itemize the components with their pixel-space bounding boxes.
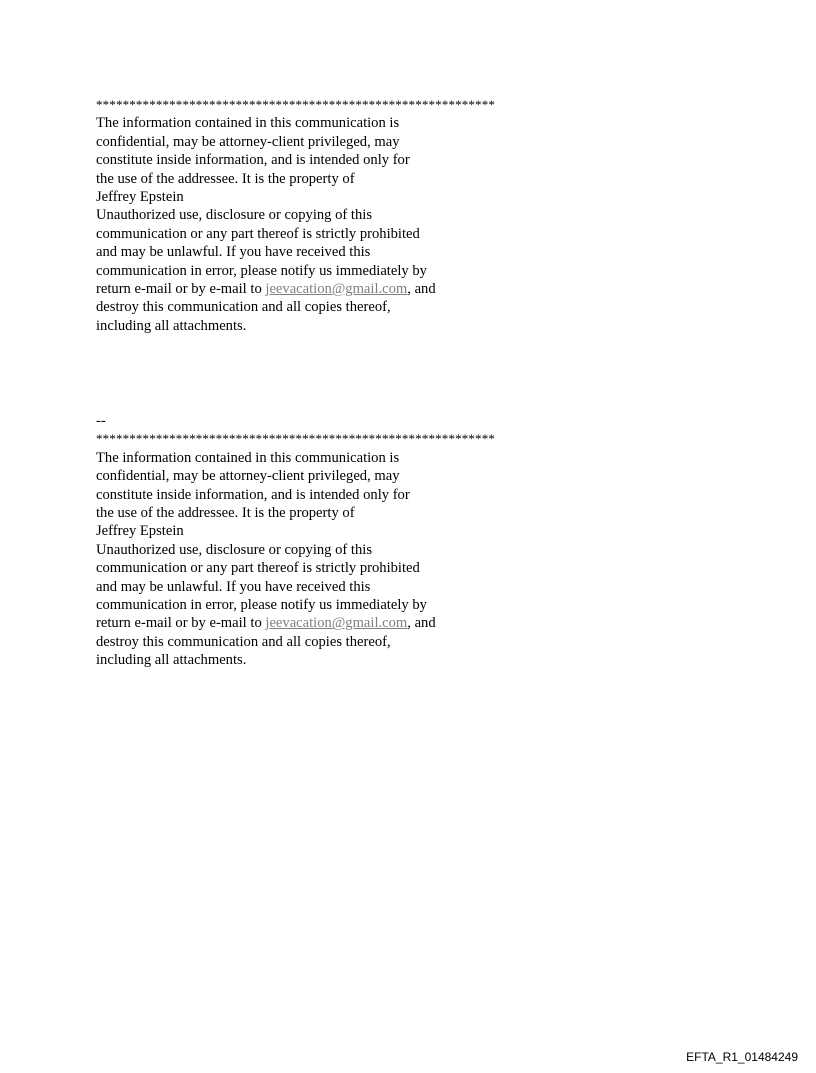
notice-line: Unauthorized use, disclosure or copying of this [96, 541, 373, 558]
notice-line: constitute inside information, and is intended only for [96, 486, 410, 503]
email-prefix: return e-mail or by e-mail to [96, 615, 266, 632]
notice-line: destroy this communication and all copies thereof, [96, 633, 391, 650]
notice-line: confidential, may be attorney-client privileged, may [96, 468, 400, 485]
notice-line: the use of the addressee. It is the property of [96, 170, 355, 187]
email-link[interactable]: jeevacation@gmail.com [265, 615, 408, 632]
email-prefix: return e-mail or by e-mail to [96, 281, 266, 298]
notice-line: communication in error, please notify us immediately by [96, 597, 427, 614]
notice-line: including all attachments. [96, 317, 247, 334]
notice-line: confidential, may be attorney-client privileged, may [96, 133, 400, 150]
notice-line: the use of the addressee. It is the property of [96, 505, 355, 522]
email-line [96, 614, 616, 632]
notice-line: The information contained in this communication is [96, 449, 400, 466]
email-link[interactable]: jeevacation@gmail.com [265, 281, 408, 298]
confidentiality-notice-1 [96, 96, 616, 335]
notice-line: destroy this communication and all copies thereof, [96, 299, 391, 316]
asterisk-separator: ************************************************************ [96, 431, 495, 447]
notice-line: communication or any part thereof is strictly prohibited [96, 225, 420, 242]
email-suffix: , and [407, 281, 436, 298]
asterisk-separator: ************************************************************ [96, 97, 495, 112]
notice-line: including all attachments. [96, 652, 247, 669]
notice-line: The information contained in this communication is [96, 115, 400, 132]
email-suffix: , and [407, 615, 436, 632]
confidentiality-notice-2 [96, 412, 616, 670]
notice-line: Jeffrey Epstein [96, 189, 184, 206]
notice-line: Unauthorized use, disclosure or copying of this [96, 207, 373, 224]
signature-separator: -- [96, 413, 106, 429]
notice-line: and may be unlawful. If you have received this [96, 244, 371, 261]
document-id: EFTA_R1_01484249 [686, 1050, 798, 1064]
notice-line: communication or any part thereof is strictly prohibited [96, 560, 420, 577]
notice-line: Jeffrey Epstein [96, 523, 184, 540]
notice-line: constitute inside information, and is intended only for [96, 152, 410, 169]
email-line [96, 280, 616, 298]
notice-line: communication in error, please notify us immediately by [96, 262, 427, 279]
notice-line: and may be unlawful. If you have received this [96, 578, 371, 595]
